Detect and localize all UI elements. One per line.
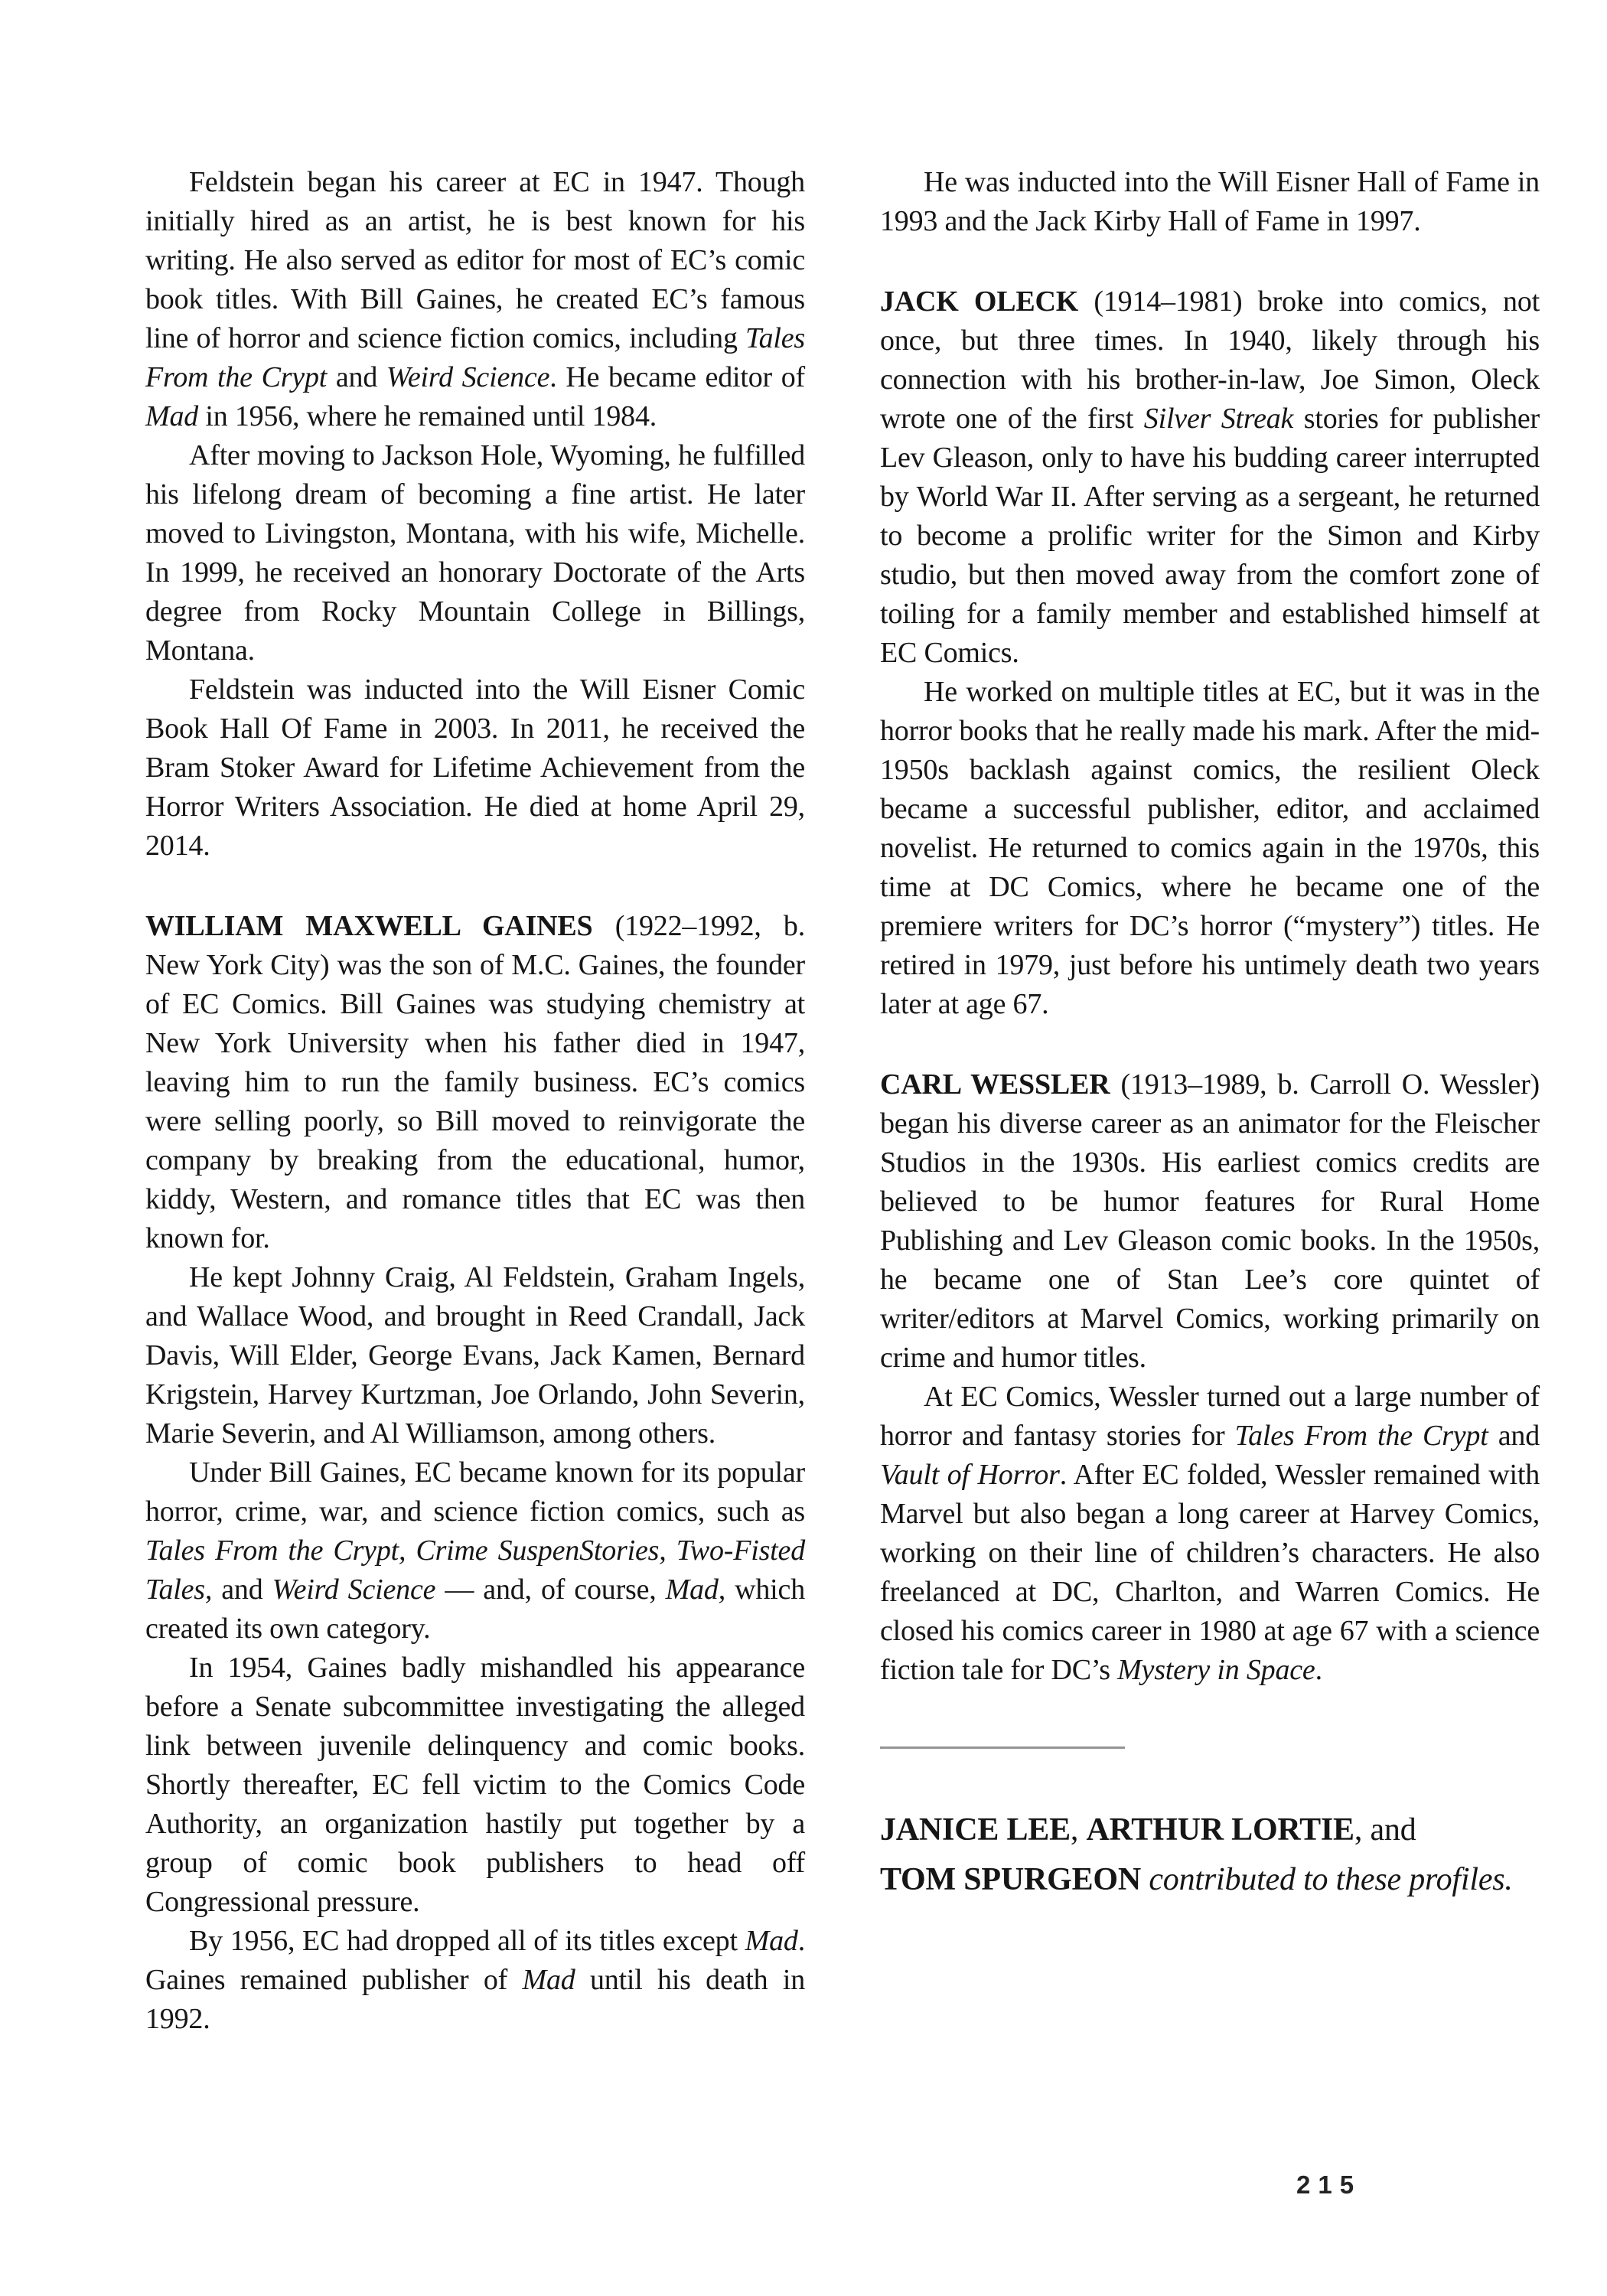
text-run: stories for publisher Lev Gleason, only to have his budding career interrupted by World War II. After serving as a sergeant, he returned to become a prolific writer for the Simon and Kirby studio, but then moved away from the comfort zone of toiling for a family member and established himself at EC Comics.	[880, 403, 1540, 669]
text-run: Tales From the Crypt, Crime SuspenStories, Two-Fisted Tales,	[145, 1534, 805, 1606]
text-run: Tales From the Crypt	[145, 322, 805, 393]
text-run: In 1954, Gaines badly mishandled his appearance before a Senate subcommittee investigating the alleged link between juvenile delinquency and comic books. Shortly thereafter, EC fell victim to the Comics Code Authority, an organization hastily put together by a group of comic book publishers to head off Congressional pressure.	[145, 1652, 805, 1918]
text-run: (1922–1992, b. New York City) was the son of M.C. Gaines, the founder of EC Comics. Bill Gaines was studying chemistry at New York University when his father died in 1947, leaving him to run the family business. EC’s comics were selling poorly, so Bill moved to reinvigorate the company by breaking from the educational, humor, kiddy, Western, and romance titles that EC was then known for.	[145, 910, 806, 1254]
paragraph	[880, 673, 1540, 1024]
text-run: JACK OLECK	[880, 285, 1079, 318]
text-run: Mad	[745, 1925, 798, 1957]
text-run: Feldstein was inducted into the Will Eisner Comic Book Hall Of Fame in 2003. In 2011, he received the Bram Stoker Award for Lifetime Achievement from the Horror Writers Association. He died at home April 29, 2014.	[145, 673, 805, 862]
text-run: By 1956, EC had dropped all of its titles except	[189, 1925, 745, 1957]
text-run: Silver Streak	[1143, 403, 1294, 435]
paragraph	[145, 436, 805, 670]
paragraph	[880, 1378, 1540, 1690]
text-run: TOM SPURGEON	[880, 1862, 1142, 1897]
text-run: Mystery in Space	[1117, 1654, 1315, 1686]
text-run: Weird Science	[272, 1574, 436, 1606]
text-run	[1141, 1862, 1149, 1897]
text-run: ,	[1070, 1812, 1087, 1848]
text-run: At EC Comics, Wessler turned out a large number of horror and fantasy stories for	[880, 1381, 1540, 1452]
paragraph	[145, 1453, 805, 1649]
paragraph	[145, 1922, 805, 2039]
text-run: which created its own category.	[145, 1574, 805, 1645]
text-run: He kept Johnny Craig, Al Feldstein, Graham Ingels, and Wallace Wood, and brought in Reed Crandall, Jack Davis, Will Elder, George Evans, Jack Kamen, Bernard Krigstein, Harvey Kurtzman, Joe Orlando, John Severin, Marie Severin, and Al Williamson, among others.	[145, 1261, 805, 1450]
text-run: Under Bill Gaines, EC became known for its popular horror, crime, war, and science fiction comics, such as	[145, 1456, 805, 1528]
text-run: .	[1315, 1654, 1322, 1686]
paragraph	[880, 282, 1540, 673]
text-run: — and, of course,	[435, 1574, 666, 1606]
left-column	[145, 163, 805, 2039]
text-run: in 1956, where he remained until 1984.	[198, 400, 657, 432]
page-number: 215	[1296, 2170, 1362, 2199]
text-run: and	[327, 361, 386, 393]
text-run: (1914–1981) broke into comics, not once, but three times. In 1940, likely through his connection with his brother-in-law, Joe Simon, Oleck wrote one of the first	[880, 285, 1540, 435]
text-run: ARTHUR LORTIE	[1086, 1812, 1354, 1848]
text-run: Weird Science	[386, 361, 550, 393]
text-run: until his death in 1992.	[145, 1964, 805, 2035]
credits-line	[880, 1805, 1540, 1855]
text-run: Vault of Horror	[880, 1459, 1060, 1491]
text-run: (1913–1989, b. Carroll O. Wessler) began his diverse career as an animator for the Fleischer Studios in the 1930s. His earliest comics credits are believed to be humor features for Rural Home Publishing and Lev Gleason comic books. In the 1950s, he became one of Stan Lee’s core quintet of writer/editors at Marvel Comics, working primarily on crime and humor titles.	[880, 1068, 1540, 1374]
text-run: After moving to Jackson Hole, Wyoming, he fulfilled his lifelong dream of becoming a fine artist. He later moved to Livingston, Montana, with his wife, Michelle. In 1999, he received an honorary Doctorate of the Arts degree from Rocky Mountain College in Billings, Montana.	[145, 439, 805, 667]
credits-line	[880, 1855, 1540, 1905]
paragraph	[145, 907, 805, 1258]
text-run: CARL WESSLER	[880, 1068, 1110, 1101]
text-run: Tales From the Crypt	[1234, 1420, 1488, 1452]
paragraph	[145, 1649, 805, 1922]
paragraph	[145, 670, 805, 866]
text-run: Mad	[145, 400, 199, 432]
text-run: Feldstein began his career at EC in 1947. Though initially hired as an artist, he is best known for his writing. He also served as editor for most of EC’s comic book titles. With Bill Gaines, he created EC’s famous line of horror and science fiction comics, including	[145, 166, 805, 354]
text-run: , and	[1354, 1812, 1416, 1848]
text-run: He was inducted into the Will Eisner Hall of Fame in 1993 and the Jack Kirby Hall of Fame in 1997.	[880, 166, 1540, 237]
section-divider	[880, 1746, 1125, 1749]
text-run: Mad,	[665, 1574, 726, 1606]
paragraph	[880, 1065, 1540, 1378]
text-run: and	[212, 1574, 272, 1606]
right-column	[880, 163, 1540, 1905]
text-run: and	[1488, 1420, 1540, 1452]
text-run: . Gaines remained publisher of	[145, 1925, 805, 1996]
text-run: . After EC folded, Wessler remained with Marvel but also began a long career at Harvey Comics, working on their line of children’s characters. He also freelanced at DC, Charlton, and Warren Comics. He closed his comics career in 1980 at age 67 with a science fiction tale for DC’s	[880, 1459, 1540, 1686]
paragraph	[145, 1258, 805, 1453]
text-run: . He became editor of	[549, 361, 806, 393]
paragraph	[145, 163, 805, 436]
text-run: contributed to these profiles.	[1149, 1862, 1513, 1897]
paragraph	[880, 163, 1540, 241]
text-run: Mad	[522, 1964, 575, 1996]
text-run: JANICE LEE	[880, 1812, 1071, 1848]
text-run: He worked on multiple titles at EC, but it was in the horror books that he really made his mark. After the mid-1950s backlash against comics, the resilient Oleck became a successful publisher, editor, and acclaimed novelist. He returned to comics again in the 1970s, this time at DC Comics, where he became one of the premiere writers for DC’s horror (“mystery”) titles. He retired in 1979, just before his untimely death two years later at age 67.	[880, 676, 1540, 1020]
text-run: WILLIAM MAXWELL GAINES	[145, 910, 593, 942]
